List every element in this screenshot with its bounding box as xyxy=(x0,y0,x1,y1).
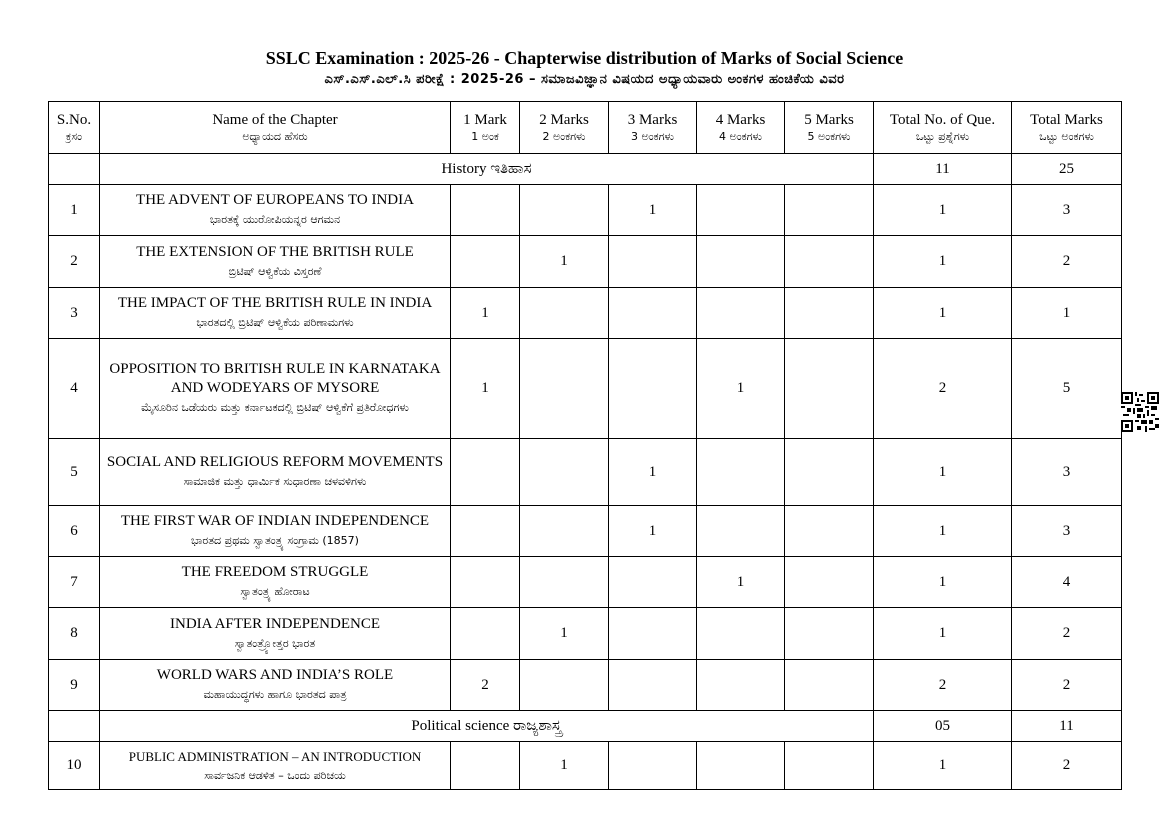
row-sno: 6 xyxy=(49,506,100,557)
chapter-name: WORLD WARS AND INDIA’S ROLE ಮಹಾಯುದ್ಧಗಳು ಹಾಗೂ ಭಾರತದ ಪಾತ್ರ xyxy=(100,660,451,711)
cell-5-marks xyxy=(785,288,874,339)
row-sno: 7 xyxy=(49,557,100,608)
section-title: Political science ರಾಜ್ಯಶಾಸ್ತ್ರ xyxy=(100,711,874,742)
cell-total-questions: 1 xyxy=(874,439,1012,506)
chapter-name: THE EXTENSION OF THE BRITISH RULE ಬ್ರಿಟಿಷ್ ಆಳ್ವಿಕೆಯ ವಿಸ್ತರಣೆ xyxy=(100,236,451,288)
cell-2-marks: 1 xyxy=(520,742,609,790)
cell-3-marks xyxy=(609,660,697,711)
cell-1-mark xyxy=(451,439,520,506)
cell-3-marks: 1 xyxy=(609,506,697,557)
chapter-name: INDIA AFTER INDEPENDENCE ಸ್ವಾತಂತ್ರ್ಯೋತ್ತರ ಭಾರತ xyxy=(100,608,451,660)
header-4-marks: 4 Marks 4 ಅಂಕಗಳು xyxy=(697,102,785,154)
header-total-marks: Total Marks ಒಟ್ಟು ಅಂಕಗಳು xyxy=(1012,102,1122,154)
cell-5-marks xyxy=(785,439,874,506)
header-2-marks: 2 Marks 2 ಅಂಕಗಳು xyxy=(520,102,609,154)
cell-total-marks: 2 xyxy=(1012,608,1122,660)
cell-2-marks xyxy=(520,660,609,711)
cell-2-marks xyxy=(520,557,609,608)
cell-2-marks xyxy=(520,339,609,439)
header-1-mark: 1 Mark 1 ಅಂಕ xyxy=(451,102,520,154)
chapter-name: THE FIRST WAR OF INDIAN INDEPENDENCE ಭಾರತದ ಪ್ರಥಮ ಸ್ವಾತಂತ್ರ್ಯ ಸಂಗ್ರಾಮ (1857) xyxy=(100,506,451,557)
cell-3-marks xyxy=(609,288,697,339)
cell-total-marks: 3 xyxy=(1012,506,1122,557)
cell-5-marks xyxy=(785,557,874,608)
table-row xyxy=(49,660,1122,711)
row-sno: 10 xyxy=(49,742,100,790)
cell-1-mark: 1 xyxy=(451,288,520,339)
section-total-questions: 05 xyxy=(874,711,1012,742)
cell-total-questions: 1 xyxy=(874,288,1012,339)
cell-1-mark xyxy=(451,608,520,660)
marks-distribution-table xyxy=(48,101,1122,790)
chapter-name: THE FREEDOM STRUGGLE ಸ್ವಾತಂತ್ರ್ಯ ಹೋರಾಟ xyxy=(100,557,451,608)
cell-total-questions: 1 xyxy=(874,506,1012,557)
cell-3-marks xyxy=(609,742,697,790)
cell-1-mark xyxy=(451,185,520,236)
cell-1-mark xyxy=(451,557,520,608)
table-header-row xyxy=(49,102,1122,154)
table-row xyxy=(49,339,1122,439)
cell-4-marks xyxy=(697,185,785,236)
cell-total-questions: 1 xyxy=(874,236,1012,288)
cell-4-marks: 1 xyxy=(697,557,785,608)
cell-3-marks xyxy=(609,557,697,608)
cell-1-mark: 2 xyxy=(451,660,520,711)
table-row xyxy=(49,439,1122,506)
section-total-questions: 11 xyxy=(874,154,1012,185)
cell-4-marks xyxy=(697,288,785,339)
table-row xyxy=(49,557,1122,608)
cell-2-marks xyxy=(520,439,609,506)
row-sno: 3 xyxy=(49,288,100,339)
cell-total-marks: 2 xyxy=(1012,660,1122,711)
table-row xyxy=(49,236,1122,288)
cell-1-mark xyxy=(451,506,520,557)
section-title: History ಇತಿಹಾಸ xyxy=(100,154,874,185)
cell-5-marks xyxy=(785,185,874,236)
row-sno: 8 xyxy=(49,608,100,660)
cell-2-marks: 1 xyxy=(520,608,609,660)
cell-total-marks: 3 xyxy=(1012,185,1122,236)
cell-total-questions: 2 xyxy=(874,660,1012,711)
section-blank-cell xyxy=(49,711,100,742)
table-row xyxy=(49,288,1122,339)
cell-total-questions: 1 xyxy=(874,557,1012,608)
chapter-name: THE ADVENT OF EUROPEANS TO INDIA ಭಾರತಕ್ಕೆ ಯುರೋಪಿಯನ್ನರ ಆಗಮನ xyxy=(100,185,451,236)
cell-total-marks: 3 xyxy=(1012,439,1122,506)
cell-4-marks: 1 xyxy=(697,339,785,439)
cell-4-marks xyxy=(697,608,785,660)
cell-3-marks xyxy=(609,608,697,660)
qr-code-icon xyxy=(1121,392,1159,432)
cell-5-marks xyxy=(785,742,874,790)
header-chapter-name: Name of the Chapter ಅಧ್ಯಾಯದ ಹೆಸರು xyxy=(100,102,451,154)
cell-total-marks: 4 xyxy=(1012,557,1122,608)
cell-1-mark: 1 xyxy=(451,339,520,439)
cell-total-questions: 1 xyxy=(874,742,1012,790)
cell-total-questions: 1 xyxy=(874,185,1012,236)
document-title-english: SSLC Examination : 2025-26 - Chapterwise distribution of Marks of Social Science xyxy=(265,48,904,68)
cell-1-mark xyxy=(451,236,520,288)
table-row xyxy=(49,185,1122,236)
cell-4-marks xyxy=(697,439,785,506)
row-sno: 4 xyxy=(49,339,100,439)
chapter-name: THE IMPACT OF THE BRITISH RULE IN INDIA ಭಾರತದಲ್ಲಿ ಬ್ರಿಟಿಷ್ ಆಳ್ವಿಕೆಯ ಪರಿಣಾಮಗಳು xyxy=(100,288,451,339)
cell-3-marks: 1 xyxy=(609,185,697,236)
cell-2-marks xyxy=(520,185,609,236)
section-blank-cell xyxy=(49,154,100,185)
table-row xyxy=(49,742,1122,790)
header-5-marks: 5 Marks 5 ಅಂಕಗಳು xyxy=(785,102,874,154)
header-3-marks: 3 Marks 3 ಅಂಕಗಳು xyxy=(609,102,697,154)
section-total-marks: 25 xyxy=(1012,154,1122,185)
chapter-name: SOCIAL AND RELIGIOUS REFORM MOVEMENTS ಸಾಮಾಜಿಕ ಮತ್ತು ಧಾರ್ಮಿಕ ಸುಧಾರಣಾ ಚಳವಳಿಗಳು xyxy=(100,439,451,506)
cell-5-marks xyxy=(785,339,874,439)
cell-5-marks xyxy=(785,660,874,711)
table-row xyxy=(49,608,1122,660)
section-row-political-science xyxy=(49,711,1122,742)
cell-5-marks xyxy=(785,506,874,557)
chapter-name: PUBLIC ADMINISTRATION – AN INTRODUCTION ಸಾರ್ವಜನಿಕ ಆಡಳಿತ – ಒಂದು ಪರಿಚಯ xyxy=(100,742,451,790)
cell-4-marks xyxy=(697,236,785,288)
row-sno: 9 xyxy=(49,660,100,711)
header-sno: S.No. ಕ್ರಸಂ xyxy=(49,102,100,154)
table-row xyxy=(49,506,1122,557)
cell-total-questions: 1 xyxy=(874,608,1012,660)
cell-total-marks: 5 xyxy=(1012,339,1122,439)
cell-1-mark xyxy=(451,742,520,790)
cell-5-marks xyxy=(785,236,874,288)
cell-total-marks: 1 xyxy=(1012,288,1122,339)
chapter-name: OPPOSITION TO BRITISH RULE IN KARNATAKA AND WODEYARS OF MYSORE ಮೈಸೂರಿನ ಒಡೆಯರು ಮತ್ತು ಕರ್ನಾಟಕದಲ್ಲಿ ಬ್ರಿಟಿಷ್ ಆಳ್ವಿಕೆಗೆ ಪ್ರತಿರೋಧಗಳು xyxy=(100,339,451,439)
cell-total-marks: 2 xyxy=(1012,236,1122,288)
section-total-marks: 11 xyxy=(1012,711,1122,742)
cell-3-marks xyxy=(609,236,697,288)
header-total-questions: Total No. of Que. ಒಟ್ಟು ಪ್ರಶ್ನೆಗಳು xyxy=(874,102,1012,154)
cell-total-marks: 2 xyxy=(1012,742,1122,790)
document-title-kannada: ಎಸ್.ಎಸ್.ಎಲ್.ಸಿ ಪರೀಕ್ಷೆ : 2025-26 – ಸಮಾಜವಿಜ್ಞಾನ ವಿಷಯದ ಅಧ್ಯಾಯವಾರು ಅಂಕಗಳ ಹಂಚಿಕೆಯ ವಿವರ xyxy=(324,72,845,87)
cell-4-marks xyxy=(697,742,785,790)
cell-total-questions: 2 xyxy=(874,339,1012,439)
row-sno: 2 xyxy=(49,236,100,288)
cell-3-marks xyxy=(609,339,697,439)
row-sno: 1 xyxy=(49,185,100,236)
cell-3-marks: 1 xyxy=(609,439,697,506)
cell-2-marks xyxy=(520,288,609,339)
cell-5-marks xyxy=(785,608,874,660)
cell-2-marks xyxy=(520,506,609,557)
cell-2-marks: 1 xyxy=(520,236,609,288)
cell-4-marks xyxy=(697,660,785,711)
section-row-history xyxy=(49,154,1122,185)
row-sno: 5 xyxy=(49,439,100,506)
cell-4-marks xyxy=(697,506,785,557)
